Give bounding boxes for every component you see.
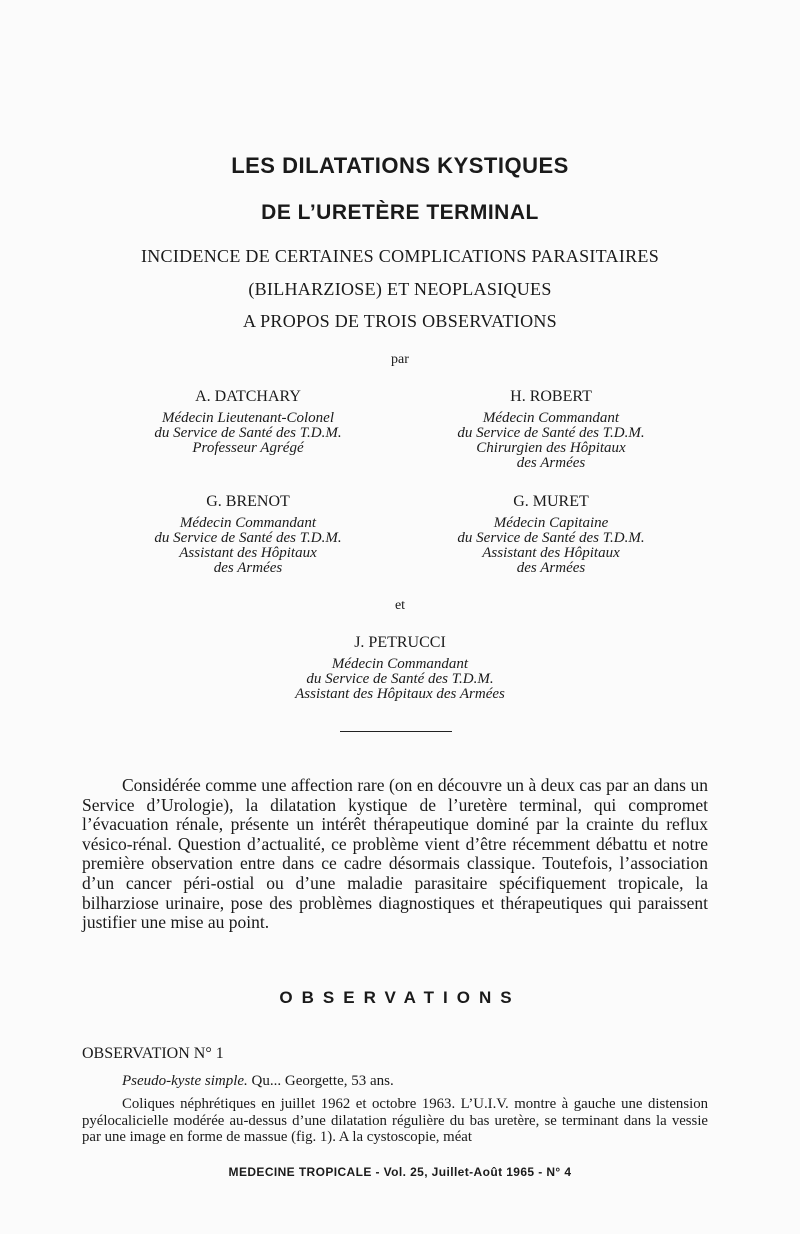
journal-footer: MEDECINE TROPICALE - Vol. 25, Juillet-Août 1965 - N° 4 (228, 1165, 572, 1179)
author-robert (401, 388, 701, 471)
section-heading: OBSERVATIONS (279, 988, 521, 1007)
author-role: Professeur Agrégé (192, 440, 304, 456)
case-title: Pseudo-kyste simple. (122, 1073, 252, 1089)
author-role: Chirurgien des Hôpitaux (476, 440, 626, 456)
author-name: A. DATCHARY (195, 388, 301, 405)
separator-rule (340, 731, 452, 732)
author-name: J. PETRUCCI (354, 634, 446, 651)
author-datchary (98, 388, 398, 456)
author-role: des Armées (516, 560, 586, 576)
intro-paragraph: Considérée comme une affection rare (on en découvre un à deux cas par an dans un Service d’Urologie), la dilatation kystique de l’uretère terminal, qui compromet l’évacuation rénale, présente un intérêt thérapeutique dominé par la crainte du reflux vésico-rénal. Question d’actualité, ce problème vient d’être récemment débattu et notre première observation entre dans ce cadre désormais classique. Toutefois, l’association d’un cancer péri-ostial ou d’une maladie parasitaire spécifiquement tropicale, la bilharziose urinaire, pose des problèmes diagnostiques et thérapeutiques qui paraissent justifier une mise au point. (82, 775, 708, 933)
case-patient: Qu... Georgette, 53 ans. (251, 1073, 394, 1089)
author-role: du Service de Santé des T.D.M. (457, 425, 645, 441)
author-name: G. MURET (513, 493, 589, 510)
author-role: du Service de Santé des T.D.M. (306, 671, 494, 687)
subtitle-line-2: (BILHARZIOSE) ET NEOPLASIQUES (248, 279, 552, 299)
author-name: H. ROBERT (510, 388, 592, 405)
author-role: Assistant des Hôpitaux des Armées (295, 686, 505, 702)
subtitle-line-3: A PROPOS DE TROIS OBSERVATIONS (243, 311, 557, 331)
author-role: Médecin Capitaine (493, 515, 609, 531)
author-role: des Armées (213, 560, 283, 576)
author-role: Médecin Commandant (331, 656, 469, 672)
et-label: et (394, 598, 406, 613)
author-role: Médecin Commandant (179, 515, 317, 531)
author-role: Assistant des Hôpitaux (482, 545, 620, 561)
observation-text: Coliques néphrétiques en juillet 1962 et octobre 1963. L’U.I.V. montre à gauche une distension pyélocalicielle modérée au-dessus d’une dilatation régulière du bas uretère, se terminant dans la vessie par une image en forme de massue (fig. 1). A la cystoscopie, méat (82, 1096, 708, 1145)
author-petrucci (235, 634, 565, 702)
author-role: du Service de Santé des T.D.M. (457, 530, 645, 546)
author-name: G. BRENOT (206, 493, 290, 510)
author-role: Médecin Commandant (482, 410, 620, 426)
title-line-1: LES DILATATIONS KYSTIQUES (231, 153, 569, 178)
par-label: par (391, 352, 409, 367)
author-role: du Service de Santé des T.D.M. (154, 530, 342, 546)
author-muret (401, 493, 701, 576)
author-role: du Service de Santé des T.D.M. (154, 425, 342, 441)
author-role: Médecin Lieutenant-Colonel (161, 410, 335, 426)
title-line-2: DE L’URETÈRE TERMINAL (261, 201, 539, 224)
case-line (122, 1073, 394, 1090)
author-role: Assistant des Hôpitaux (179, 545, 317, 561)
observation-number: OBSERVATION N° 1 (82, 1045, 224, 1062)
author-role: des Armées (516, 455, 586, 471)
subtitle-line-1: INCIDENCE DE CERTAINES COMPLICATIONS PARASITAIRES (140, 246, 660, 266)
author-brenot (98, 493, 398, 576)
